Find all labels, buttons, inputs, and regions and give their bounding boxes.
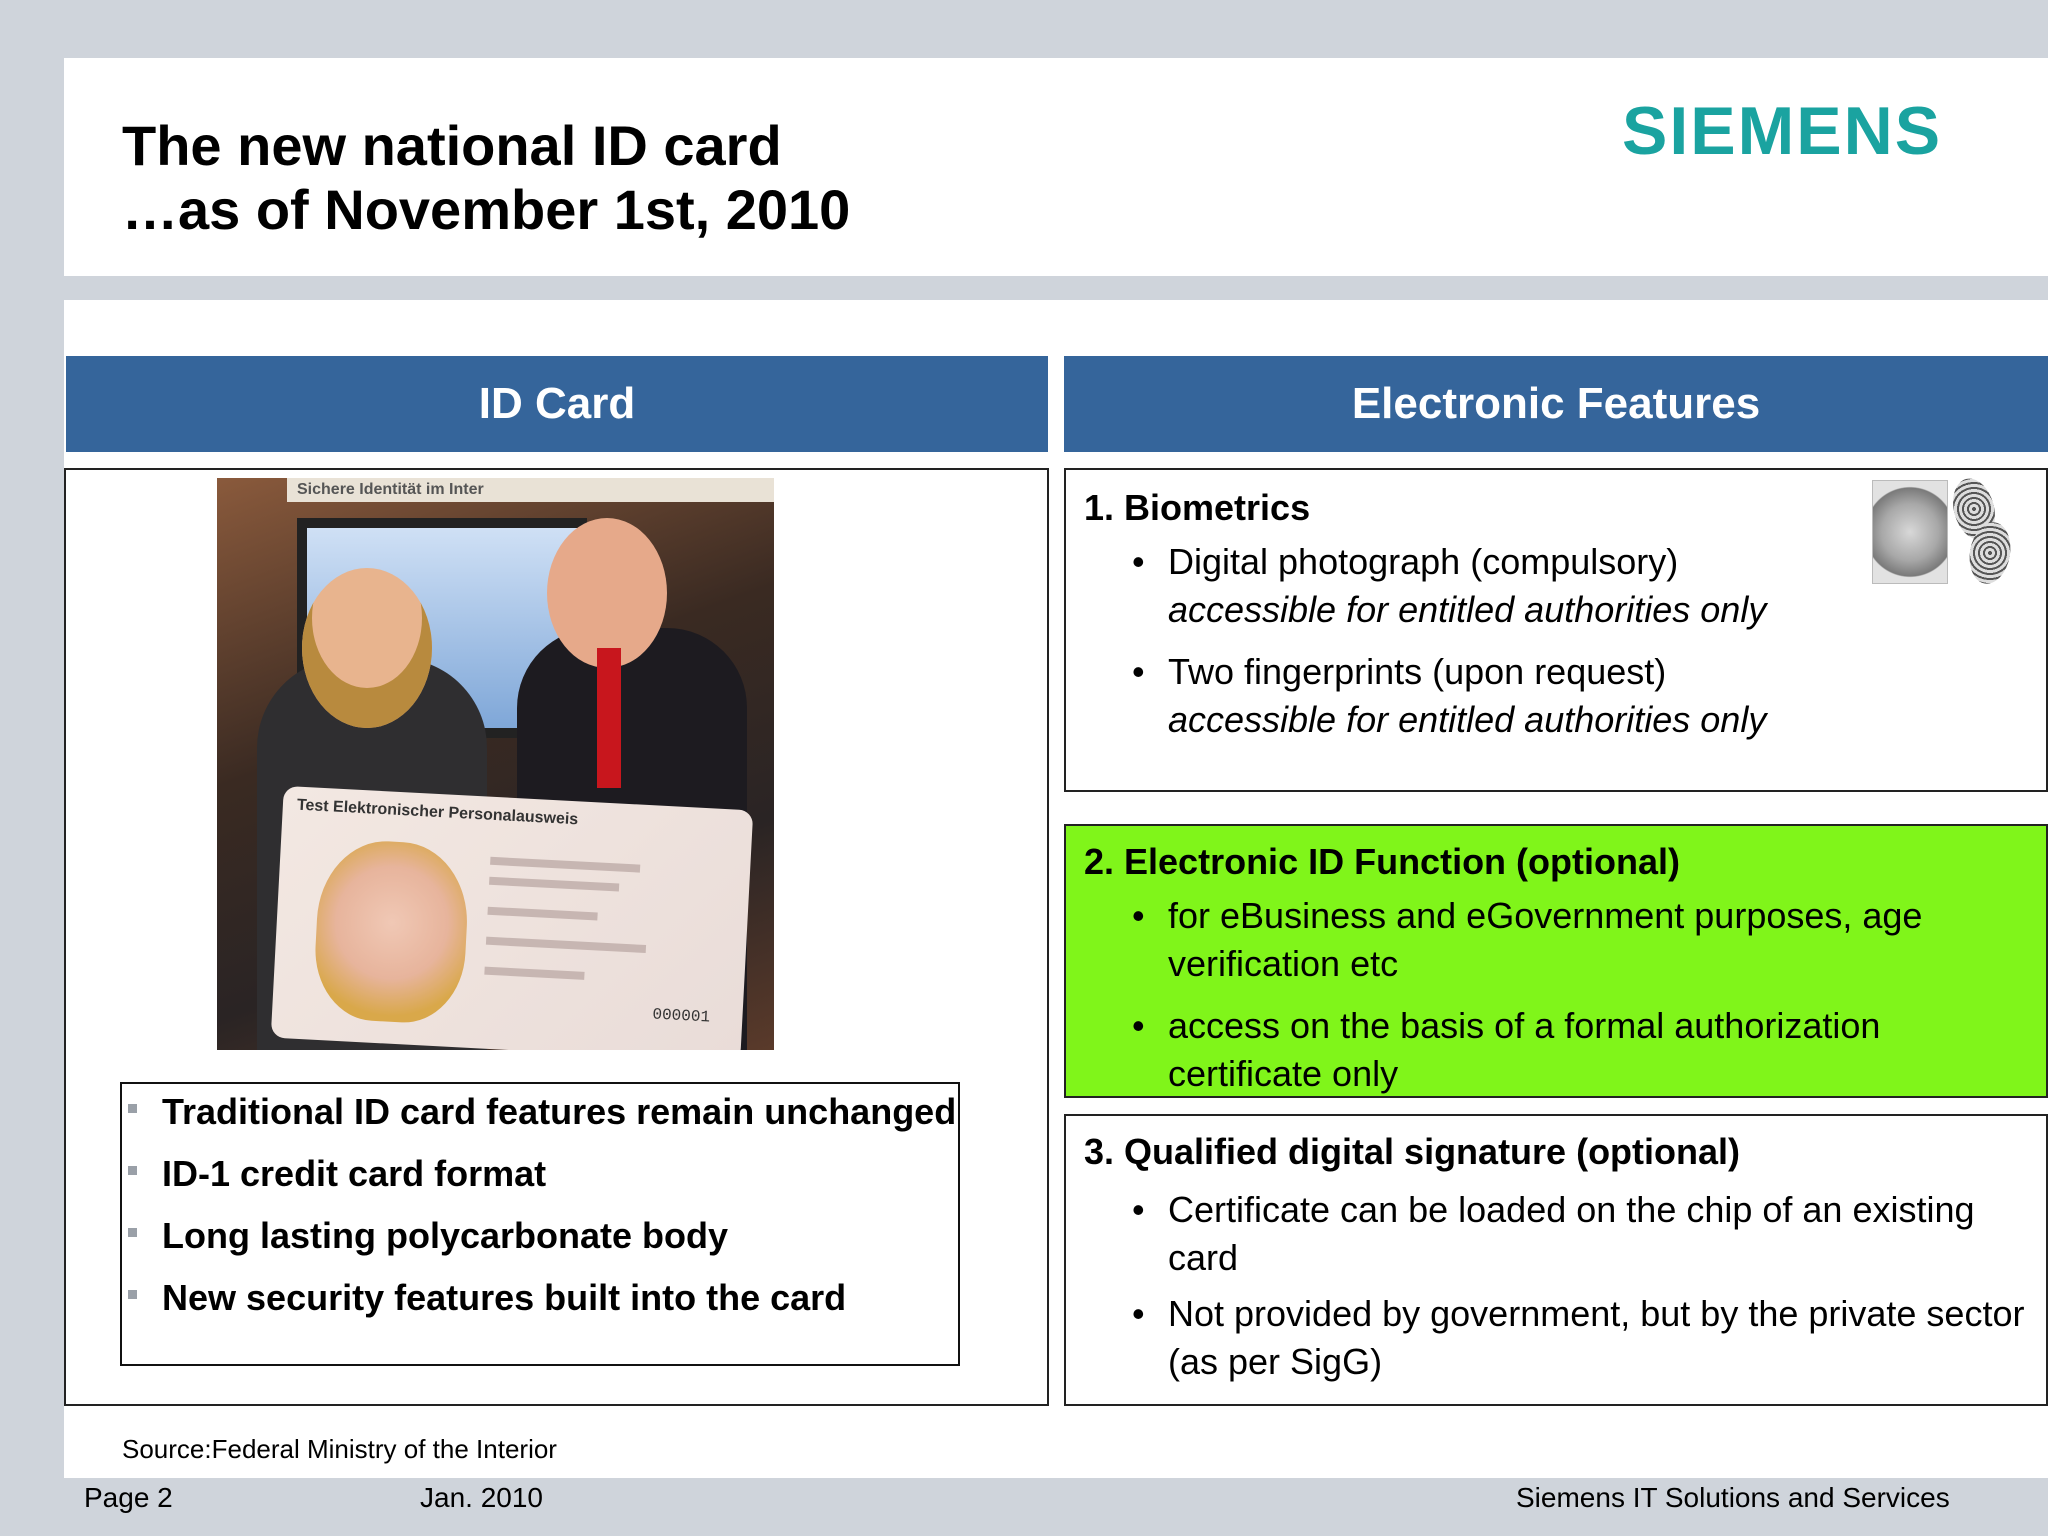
siemens-logo: SIEMENS: [1622, 93, 1943, 169]
bullet-dot: •: [1132, 1189, 1145, 1230]
id-card-features-box: [120, 1082, 960, 1366]
id-card-heading: ID Card: [66, 356, 1048, 452]
footer-page-number: Page 2: [84, 1482, 173, 1513]
bullet-dot: •: [1132, 1293, 1145, 1334]
feature-item: Traditional ID card features remain unchanged: [122, 1088, 958, 1136]
section-title-digital-signature: 3. Qualified digital signature (optional): [1084, 1131, 1741, 1172]
bullet-item: [1132, 892, 2028, 988]
bullet-item: [1132, 1290, 2028, 1386]
bullet-item: [1132, 648, 1928, 744]
photo-person-right-head: [547, 518, 667, 668]
sample-id-card: [271, 786, 754, 1050]
sample-card-title: Test Elektronischer Personalausweis: [296, 796, 579, 829]
bullet-note: accessible for entitled authorities only: [1168, 699, 1767, 740]
footer-date: Jan. 2010: [420, 1482, 543, 1513]
bullet-dot: •: [1132, 1005, 1145, 1046]
feature-item: New security features built into the card: [122, 1274, 958, 1322]
bullet-text: Two fingerprints (upon request): [1168, 651, 1667, 692]
card-text-line: [486, 937, 646, 953]
card-text-line: [490, 857, 640, 873]
bullet-text: for eBusiness and eGovernment purposes, age verification etc: [1168, 895, 1923, 984]
card-text-line: [487, 907, 597, 921]
bullet-item: [1132, 538, 1928, 634]
feature-item: Long lasting polycarbonate body: [122, 1212, 958, 1260]
sample-card-number: 000001: [651, 1005, 711, 1027]
slide-title: [122, 114, 850, 242]
bullet-text: Not provided by government, but by the private sector (as per SigG): [1168, 1293, 2025, 1382]
bullet-dot: •: [1132, 651, 1145, 692]
bullet-note: accessible for entitled authorities only: [1168, 589, 1767, 630]
photo-person-left-head: [302, 568, 432, 728]
card-text-line: [484, 967, 584, 980]
bullet-dot: •: [1132, 895, 1145, 936]
feature-item: ID-1 credit card format: [122, 1150, 958, 1198]
sample-card-portrait: [312, 838, 471, 1026]
photo-banner-text: Sichere Identität im Inter: [287, 478, 774, 502]
card-text-line: [489, 877, 619, 892]
section-title-electronic-id: 2. Electronic ID Function (optional): [1084, 841, 1681, 882]
bullet-item: [1132, 1002, 2028, 1098]
title-line-2: …as of November 1st, 2010: [122, 178, 851, 241]
source-note: [122, 1434, 557, 1465]
bullet-dot: •: [1132, 541, 1145, 582]
photo-red-tie: [597, 648, 621, 788]
footer-company: Siemens IT Solutions and Services: [1516, 1482, 1950, 1513]
bullet-text: Certificate can be loaded on the chip of an existing card: [1168, 1189, 1975, 1278]
source-label: Source:: [122, 1434, 212, 1464]
bullet-text: Digital photograph (compulsory): [1168, 541, 1679, 582]
id-card-presentation-photo: [217, 478, 774, 1050]
source-value: Federal Ministry of the Interior: [211, 1434, 557, 1464]
title-line-1: The new national ID card: [122, 114, 782, 177]
bullet-item: [1132, 1186, 2028, 1282]
electronic-features-heading: Electronic Features: [1064, 356, 2048, 452]
bullet-text: access on the basis of a formal authorization certificate only: [1168, 1005, 1881, 1094]
section-title-biometrics: 1. Biometrics: [1084, 487, 1311, 528]
